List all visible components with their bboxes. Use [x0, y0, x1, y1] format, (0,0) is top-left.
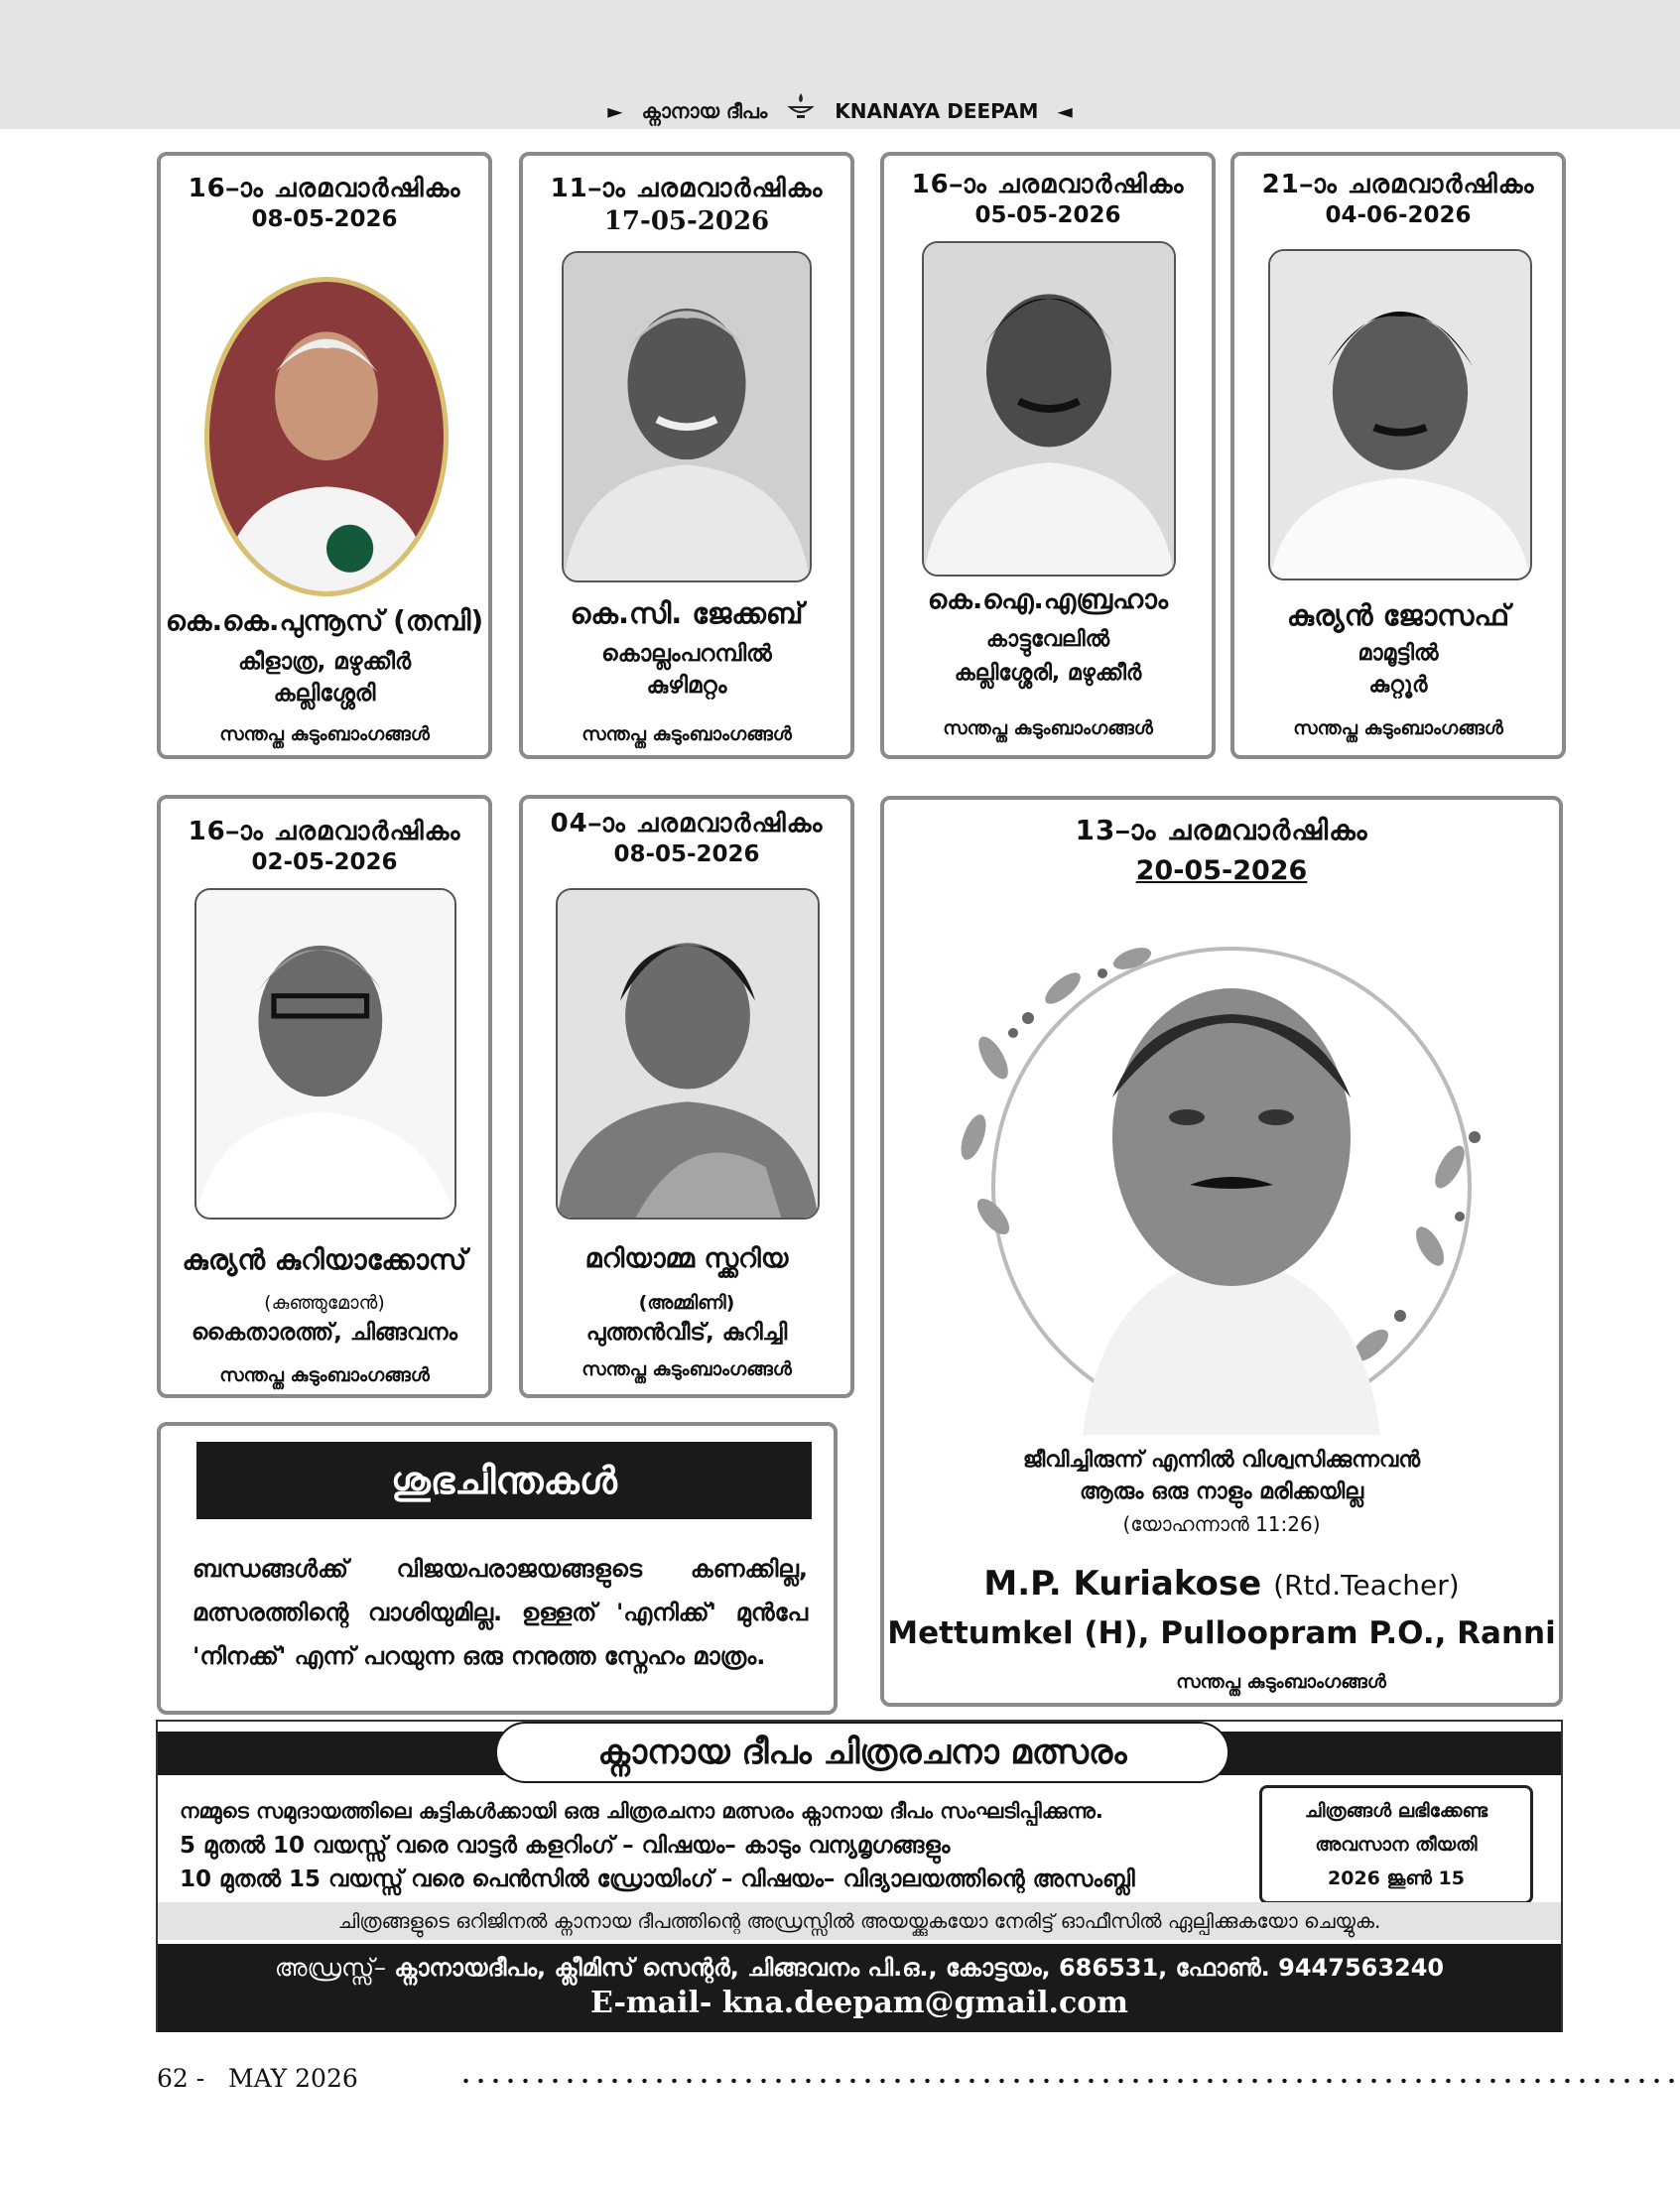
left-arrow-icon: ► [607, 98, 623, 123]
masthead-title-ml: ക്നാനായ ദീപം [641, 98, 768, 123]
place-name: കല്ലിശ്ശേരി, മഴുക്കീർ [954, 661, 1142, 686]
thought-title: ശുഭചിന്തകൾ [196, 1442, 812, 1519]
drawing-contest-box [156, 1720, 1563, 2032]
address-text: ക്നാനായദീപം, ക്ലീമിസ് സെന്റർ, ചിങ്ങവനം പി.ഒ., കോട്ടയം, 686531, ഫോൺ. 9447563240 [394, 1954, 1445, 1982]
family-note: സന്തപ്ത കുടുംബാംഗങ്ങൾ [582, 1358, 792, 1380]
obituary-card-1 [157, 152, 492, 759]
obituary-card-3 [880, 152, 1216, 759]
deadline-line-2: അവസാന തീയതി [1315, 1834, 1478, 1856]
house-place-name: കൈതാരത്ത്, ചിങ്ങവനം [191, 1320, 458, 1346]
portrait-photo [1268, 249, 1532, 580]
house-name: മാമൂട്ടിൽ [1357, 641, 1439, 666]
person-name: കെ.കെ.പുന്നൂസ് (തമ്പി) [165, 604, 484, 637]
lamp-icon [786, 91, 816, 130]
masthead-title-en: KNANAYA DEEPAM [835, 98, 1039, 123]
contest-intro: നമ്മുടെ സമുദായത്തിലെ കുട്ടികൾക്കായി ഒരു ചിത്രരചനാ മത്സരം ക്നാനായ ദീപം സംഘടിപ്പിക്കുന്നു. [180, 1799, 1103, 1823]
anniversary-date: 17-05-2026 [603, 206, 770, 236]
house-name: കീളാത്ര, മഴുക്കീർ [237, 649, 412, 675]
portrait-photo [194, 888, 456, 1220]
person-name: മറിയാമ്മ സ്ക്കറിയ [584, 1243, 789, 1274]
anniversary-date: 02-05-2026 [251, 849, 398, 875]
family-note: സന്തപ്ത കുടുംബാംഗങ്ങൾ [1176, 1671, 1386, 1693]
contest-category-1: 5 മുതൽ 10 വയസ്സ് വരെ വാട്ടർ കളറിംഗ് – വിഷയം– കാടും വന്യമൃഗങ്ങളും [180, 1833, 951, 1859]
memorial-card-large [880, 796, 1563, 1707]
anniversary-label: 13–ാം ചരമവാർഷികം [1075, 814, 1368, 846]
anniversary-label: 04–ാം ചരമവാർഷികം [550, 809, 824, 838]
contest-submission-note: ചിത്രങ്ങളുടെ ഒറിജിനൽ ക്നാനായ ദീപത്തിന്റെ അഡ്രസ്സിൽ അയയ്ക്കുകയോ നേരിട്ട് ഓഫീസിൽ ഏല്പിക്കുകയോ ചെയ്യുക. [158, 1902, 1561, 1940]
portrait-photo [562, 251, 812, 582]
contest-email: E-mail- kna.deepam@gmail.com [590, 1986, 1128, 2020]
anniversary-date: 20-05-2026 [1135, 855, 1308, 886]
place-name: കുറ്റൂർ [1368, 673, 1428, 698]
person-name: കെ.സി. ജേക്കബ് [570, 596, 804, 630]
person-name-text: M.P. Kuriakose [983, 1564, 1262, 1604]
portrait-photo [922, 241, 1176, 577]
obituary-card-5 [157, 795, 492, 1398]
family-note: സന്തപ്ത കുടുംബാംഗങ്ങൾ [943, 717, 1153, 739]
deadline-box [1259, 1785, 1533, 1904]
person-address: Mettumkel (H), Pulloopram P.O., Ranni [887, 1615, 1556, 1651]
person-name [884, 1564, 1559, 1604]
obituary-card-4 [1230, 152, 1566, 759]
person-title: (Rtd.Teacher) [1273, 1569, 1460, 1602]
anniversary-label: 16–ാം ചരമവാർഷികം [188, 817, 461, 846]
address-label: അഡ്രസ്സ്– [274, 1954, 386, 1982]
anniversary-date: 05-05-2026 [974, 202, 1121, 228]
nickname: (അമ്മിണി) [638, 1292, 735, 1314]
family-note: സന്തപ്ത കുടുംബാംഗങ്ങൾ [1293, 717, 1503, 739]
person-name: കുര്യൻ കുറിയാക്കോസ് [182, 1243, 467, 1276]
person-name: കെ.ഐ.എബ്രഹാം [927, 584, 1169, 615]
anniversary-date: 08-05-2026 [613, 841, 760, 867]
contest-title: ക്നാനായ ദീപം ചിത്രരചനാ മത്സരം [495, 1722, 1229, 1783]
footer-dots [458, 2078, 1680, 2084]
contest-address [158, 1954, 1561, 1982]
family-note: സന്തപ്ത കുടുംബാംഗങ്ങൾ [219, 723, 430, 745]
place-name: കുഴിമറ്റം [646, 673, 727, 699]
anniversary-date: 04-06-2026 [1325, 202, 1472, 228]
anniversary-date: 08-05-2026 [251, 206, 398, 232]
family-note: സന്തപ്ത കുടുംബാംഗങ്ങൾ [582, 723, 792, 745]
house-place-name: പുത്തൻവീട്, കുറിച്ചി [585, 1320, 788, 1346]
obituary-card-2 [519, 152, 854, 759]
deadline-date: 2026 ജൂൺ 15 [1328, 1867, 1465, 1889]
thought-text: ബന്ധങ്ങൾക്ക് വിജയപരാജയങ്ങളുടെ കണക്കില്ല, മത്സരത്തിന്റെ വാശിയുമില്ല. ഉള്ളത് 'എനിക്ക്' മുൻപേ 'നിനക്ക്' എന്ന് പറയുന്ന ഒരു നനുത്ത സ്നേഹം മാത്രം. [193, 1555, 808, 1670]
bible-verse-line-1: ജീവിച്ചിരുന്ന് എന്നിൽ വിശ്വസിക്കുന്നവൻ [1022, 1448, 1421, 1473]
page-footer: 62 - MAY 2026 [157, 2064, 358, 2093]
place-name: കല്ലിശ്ശേരി [273, 681, 376, 707]
masthead [0, 91, 1680, 123]
deadline-line-1: ചിത്രങ്ങൾ ലഭിക്കേണ്ട [1304, 1800, 1488, 1822]
contest-contact [158, 1944, 1561, 2032]
house-name: കാട്ടുവേലിൽ [985, 627, 1110, 652]
anniversary-label: 11–ാം ചരമവാർഷികം [550, 174, 824, 203]
obituary-card-6 [519, 795, 854, 1398]
person-name: കുര്യൻ ജോസഫ് [1286, 598, 1510, 632]
anniversary-label: 16–ാം ചരമവാർഷികം [188, 174, 461, 203]
portrait-photo [204, 277, 449, 596]
bible-verse-reference: (യോഹന്നാൻ 11:26) [1122, 1512, 1321, 1536]
contest-category-2: 10 മുതൽ 15 വയസ്സ് വരെ പെൻസിൽ ഡ്രോയിംഗ് – വിഷയം– വിദ്യാലയത്തിന്റെ അസംബ്ലി [180, 1866, 1135, 1892]
thought-box [157, 1422, 838, 1715]
right-arrow-icon: ◄ [1057, 98, 1073, 123]
bible-verse-line-2: ആരും ഒരു നാളും മരിക്കയില്ല [1079, 1480, 1364, 1504]
nickname: (കുഞ്ഞുമോൻ) [264, 1292, 385, 1314]
family-note: സന്തപ്ത കുടുംബാംഗങ്ങൾ [219, 1364, 430, 1386]
anniversary-label: 21–ാം ചരമവാർഷികം [1261, 170, 1535, 199]
anniversary-label: 16–ാം ചരമവാർഷികം [911, 170, 1185, 199]
house-name: കൊല്ലംപറമ്പിൽ [601, 641, 772, 667]
memorial-portrait [934, 919, 1509, 1435]
portrait-photo [556, 888, 820, 1220]
